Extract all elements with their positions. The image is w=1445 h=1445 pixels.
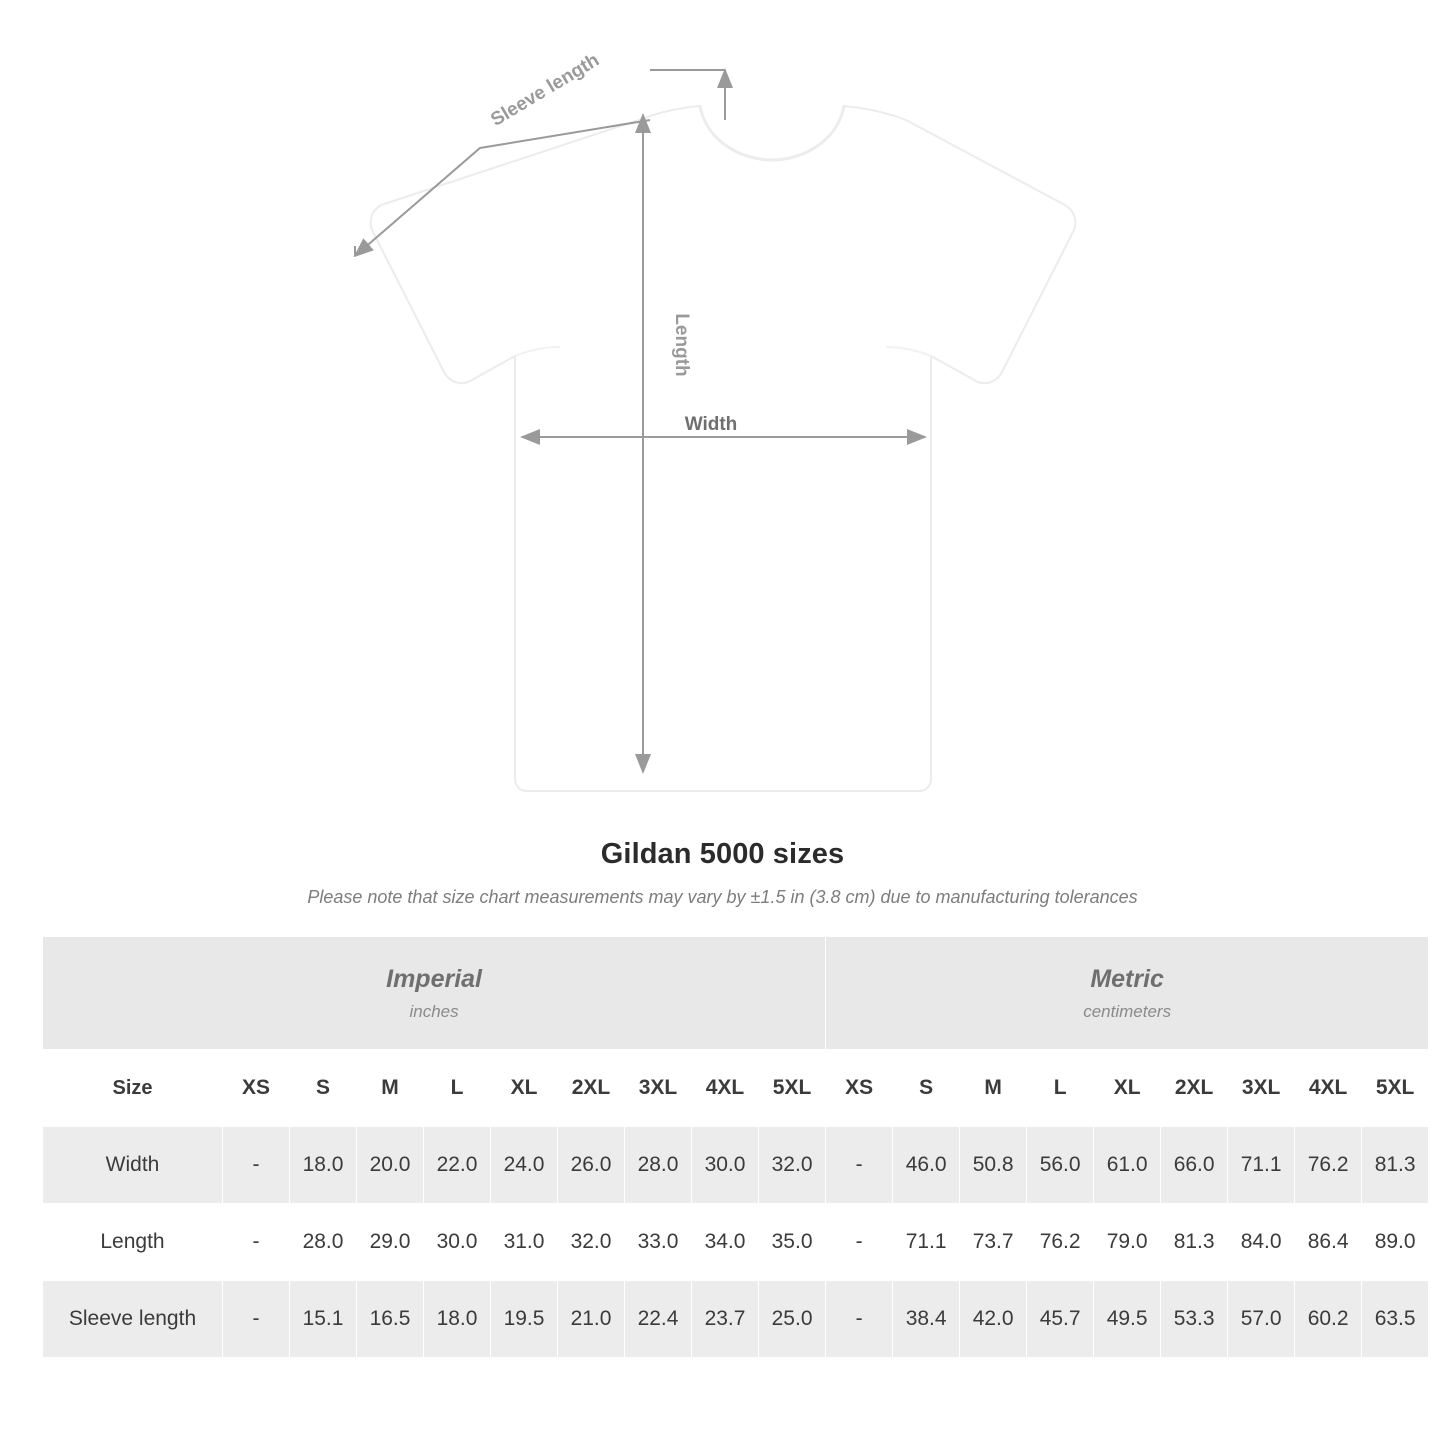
cell-length-metric-5xl: 89.0 — [1362, 1204, 1429, 1281]
unit-sub-metric: centimeters — [1083, 1001, 1172, 1021]
cell-length-imperial-3xl: 33.0 — [625, 1204, 692, 1281]
size-header-metric-xs: XS — [826, 1050, 893, 1127]
size-table — [42, 936, 1429, 1358]
cell-width-imperial-m: 20.0 — [357, 1127, 424, 1204]
unit-name-metric: Metric — [1090, 965, 1164, 994]
cell-width-imperial-5xl: 32.0 — [759, 1127, 826, 1204]
cell-sleeve-metric-4xl: 60.2 — [1295, 1281, 1362, 1358]
cell-width-metric-3xl: 71.1 — [1228, 1127, 1295, 1204]
size-header-metric-l: L — [1027, 1050, 1094, 1127]
size-header-metric-2xl: 2XL — [1161, 1050, 1228, 1127]
cell-width-imperial-s: 18.0 — [290, 1127, 357, 1204]
cell-length-metric-2xl: 81.3 — [1161, 1204, 1228, 1281]
cell-length-imperial-xl: 31.0 — [491, 1204, 558, 1281]
unit-name-imperial: Imperial — [386, 965, 482, 994]
unit-header-row — [43, 937, 1429, 1050]
size-header-imperial-3xl: 3XL — [625, 1050, 692, 1127]
cell-width-metric-xl: 61.0 — [1094, 1127, 1161, 1204]
cell-sleeve-metric-s: 38.4 — [893, 1281, 960, 1358]
page-title: Gildan 5000 sizes — [600, 838, 845, 870]
cell-sleeve-metric-2xl: 53.3 — [1161, 1281, 1228, 1358]
size-header-imperial-4xl: 4XL — [692, 1050, 759, 1127]
cell-length-metric-l: 76.2 — [1027, 1204, 1094, 1281]
cell-width-metric-m: 50.8 — [960, 1127, 1027, 1204]
cell-sleeve-imperial-2xl: 21.0 — [558, 1281, 625, 1358]
length-label: Length — [671, 313, 692, 377]
cell-width-metric-l: 56.0 — [1027, 1127, 1094, 1204]
size-header-metric-m: M — [960, 1050, 1027, 1127]
cell-width-imperial-xl: 24.0 — [491, 1127, 558, 1204]
size-table-wrap — [42, 936, 1416, 1358]
size-header-imperial-2xl: 2XL — [558, 1050, 625, 1127]
cell-width-metric-xs: - — [826, 1127, 893, 1204]
table-row-length — [43, 1204, 1429, 1281]
width-label: Width — [684, 414, 738, 435]
size-header-imperial-l: L — [424, 1050, 491, 1127]
cell-sleeve-imperial-s: 15.1 — [290, 1281, 357, 1358]
unit-header-imperial — [43, 937, 826, 1050]
size-header-imperial-5xl: 5XL — [759, 1050, 826, 1127]
cell-length-imperial-2xl: 32.0 — [558, 1204, 625, 1281]
cell-sleeve-imperial-xs: - — [223, 1281, 290, 1358]
size-header-label: Size — [43, 1050, 223, 1127]
cell-sleeve-imperial-xl: 19.5 — [491, 1281, 558, 1358]
cell-length-metric-4xl: 86.4 — [1295, 1204, 1362, 1281]
cell-sleeve-metric-5xl: 63.5 — [1362, 1281, 1429, 1358]
cell-sleeve-metric-3xl: 57.0 — [1228, 1281, 1295, 1358]
unit-header-metric — [826, 937, 1429, 1050]
cell-width-imperial-3xl: 28.0 — [625, 1127, 692, 1204]
cell-length-imperial-m: 29.0 — [357, 1204, 424, 1281]
cell-length-metric-m: 73.7 — [960, 1204, 1027, 1281]
cell-length-metric-xs: - — [826, 1204, 893, 1281]
cell-sleeve-imperial-3xl: 22.4 — [625, 1281, 692, 1358]
cell-sleeve-imperial-m: 16.5 — [357, 1281, 424, 1358]
size-header-metric-s: S — [893, 1050, 960, 1127]
unit-sub-imperial: inches — [409, 1001, 459, 1021]
table-row-sleeve-length — [43, 1281, 1429, 1358]
cell-length-imperial-l: 30.0 — [424, 1204, 491, 1281]
cell-sleeve-imperial-4xl: 23.7 — [692, 1281, 759, 1358]
table-row-width — [43, 1127, 1429, 1204]
cell-length-metric-s: 71.1 — [893, 1204, 960, 1281]
sleeve-length-label: Sleeve length — [487, 49, 604, 131]
cell-width-metric-4xl: 76.2 — [1295, 1127, 1362, 1204]
cell-width-metric-2xl: 66.0 — [1161, 1127, 1228, 1204]
cell-length-imperial-xs: - — [223, 1204, 290, 1281]
cell-width-metric-5xl: 81.3 — [1362, 1127, 1429, 1204]
cell-length-metric-3xl: 84.0 — [1228, 1204, 1295, 1281]
size-header-metric-5xl: 5XL — [1362, 1050, 1429, 1127]
cell-sleeve-metric-l: 45.7 — [1027, 1281, 1094, 1358]
cell-sleeve-metric-m: 42.0 — [960, 1281, 1027, 1358]
size-header-imperial-s: S — [290, 1050, 357, 1127]
cell-width-imperial-2xl: 26.0 — [558, 1127, 625, 1204]
cell-width-imperial-4xl: 30.0 — [692, 1127, 759, 1204]
size-header-imperial-xs: XS — [223, 1050, 290, 1127]
size-header-metric-3xl: 3XL — [1228, 1050, 1295, 1127]
row-label-length: Length — [43, 1204, 223, 1281]
cell-length-imperial-s: 28.0 — [290, 1204, 357, 1281]
row-label-sleeve-length: Sleeve length — [43, 1281, 223, 1358]
cell-width-imperial-l: 22.0 — [424, 1127, 491, 1204]
cell-width-metric-s: 46.0 — [893, 1127, 960, 1204]
tshirt-shape — [371, 106, 1076, 791]
size-header-imperial-xl: XL — [491, 1050, 558, 1127]
cell-sleeve-metric-xs: - — [826, 1281, 893, 1358]
cell-length-imperial-4xl: 34.0 — [692, 1204, 759, 1281]
size-header-metric-xl: XL — [1094, 1050, 1161, 1127]
size-header-imperial-m: M — [357, 1050, 424, 1127]
cell-sleeve-metric-xl: 49.5 — [1094, 1281, 1161, 1358]
heading-block — [0, 838, 1445, 908]
cell-length-metric-xl: 79.0 — [1094, 1204, 1161, 1281]
cell-sleeve-imperial-l: 18.0 — [424, 1281, 491, 1358]
row-label-width: Width — [43, 1127, 223, 1204]
size-header-row — [43, 1050, 1429, 1127]
cell-length-imperial-5xl: 35.0 — [759, 1204, 826, 1281]
tolerance-note: Please note that size chart measurements may vary by ±1.5 in (3.8 cm) due to manufacturing tolerances — [307, 887, 1138, 907]
size-header-metric-4xl: 4XL — [1295, 1050, 1362, 1127]
cell-width-imperial-xs: - — [223, 1127, 290, 1204]
cell-sleeve-imperial-5xl: 25.0 — [759, 1281, 826, 1358]
